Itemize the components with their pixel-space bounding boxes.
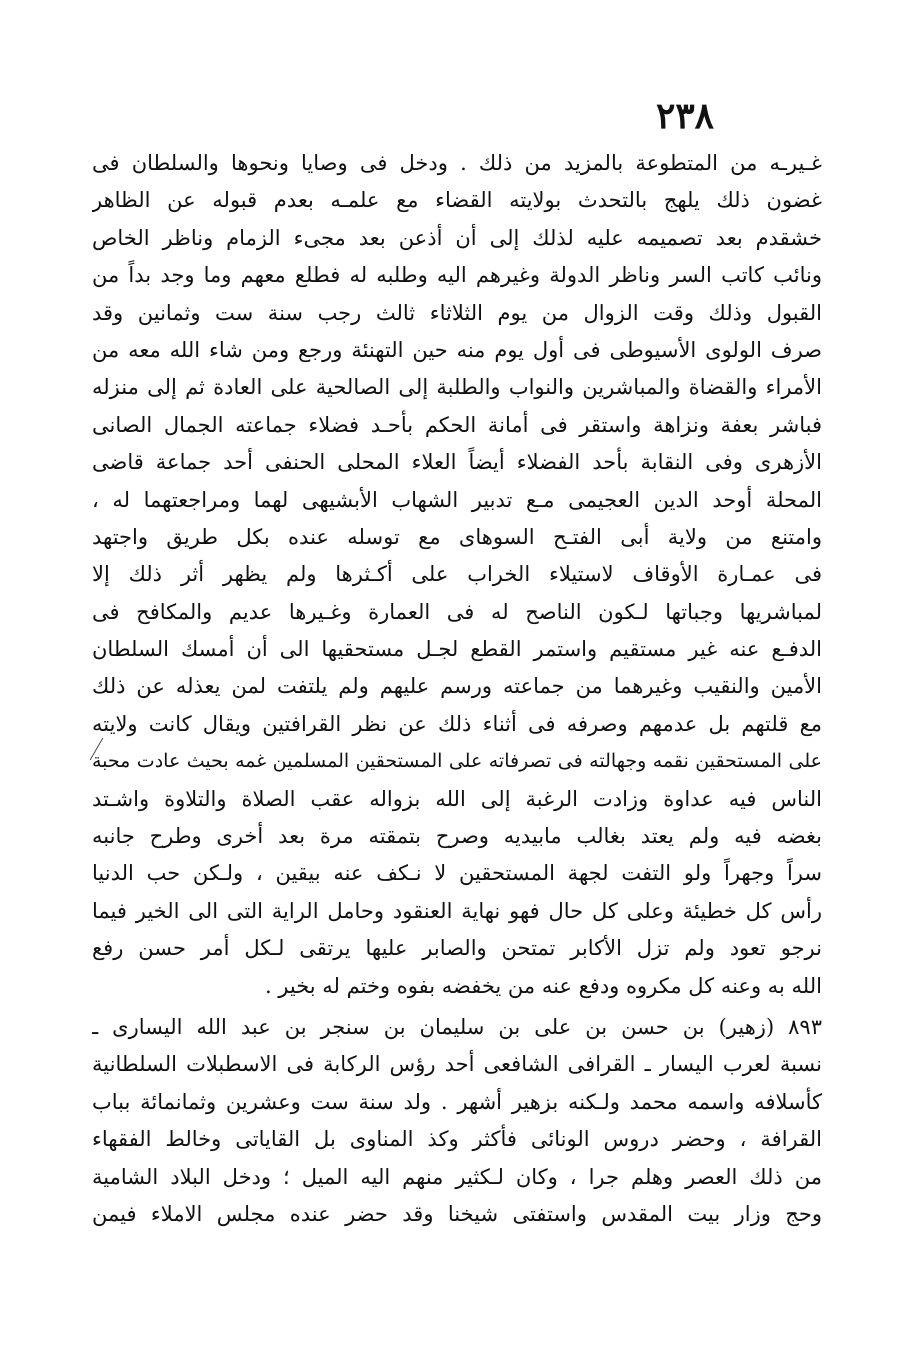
text-line: غـيرـه من المتطوعة بالمزيد من ذلك . ودخل فى وصايا ونحوها والسلطان فى bbox=[92, 151, 822, 175]
text-line: الله به وعنه كل مكروه ودفع عنه من يخفضه بفوه وختم له بخير . bbox=[264, 973, 822, 998]
text-line: وامتنع من ولاية أبى الفتـح السوهاى مع توسله عنده بكل طريق واجتهد bbox=[92, 524, 822, 549]
text-line: القبول وذلك وقت الزوال من يوم الثلاثاء ثالث رجب سنة ست وثمانين وقد bbox=[92, 300, 822, 325]
text-line: القرافة ، وحضر دروس الونائى فأكثر وكذ المناوى بل القاياتى وخالط الفقهاء bbox=[92, 1127, 822, 1152]
text-line: نرجو تعود ولم تزل الأكابر تمتحن والصابر عليها يرتقى لـكل أمر حسن رفع bbox=[92, 936, 822, 961]
text-line: بغضه فيه ولم يعتد بغالب مابيديه وصرح بتمقته مرة بعد أخرى وطرح جانبه bbox=[92, 824, 822, 849]
page-number: ٢٣٨ bbox=[655, 95, 714, 137]
text-line: غضون ذلك يلهج بالتحدث بولايته القضاء مع علمـه بعدم قبوله عن الظاهر bbox=[92, 188, 822, 213]
text-line: المحلة أوحد الدين العجيمى مـع تدبير الشهاب الأبشيهى لهما ومراجعتهما له ، bbox=[92, 487, 822, 512]
text-line: فباشر بعفة ونزاهة واستقر فى أمانة الحكم بأحـد فضلاء جماعته الجمال الصانى bbox=[92, 412, 822, 437]
body-text bbox=[92, 145, 822, 1233]
text-line: نسبة لعرب اليسار ـ القرافى الشافعى أحد رؤس الركابة فى الاسطبلات السلطانية bbox=[92, 1052, 822, 1077]
text-line: الأزهرى وفى النقابة بأحد الفضلاء أيضاً العلاء المحلى الحنفى أحد جماعة قاضى bbox=[92, 450, 822, 475]
text-line: خشقدم بعد تصميمه عليه لذلك إلى أن أذعن بعد مجىء الزمام وناظر الخاص bbox=[92, 225, 822, 250]
text-line: سراً وجهراً ولو التفت لجهة المستحقين لا نـكف عنه بيقين ، ولـكن حب الدنيا bbox=[92, 861, 822, 886]
text-line: من ذلك العصر وهلم جرا ، وكان لـكثير منهم اليه الميل ؛ ودخل البلاد الشامية bbox=[92, 1164, 822, 1189]
text-line: الأمراء والقضاة والمباشرين والنواب والطلبة إلى الصالحية على العادة ثم إلى منزله bbox=[92, 375, 822, 400]
text-line: الدفـع عنه غير مستقيم واستمر القطع لجـل مستحقيها الى أن أمسك السلطان bbox=[92, 637, 822, 662]
text-line: لمباشريها وجباتها لـكون الناصح له فى العمارة وغـيرها عديم والمكافح فى bbox=[92, 599, 822, 624]
text-line: كأسلافه واسمه محمد ولـكنه بزهير أشهر . ولد سنة ست وعشرين وثمانمائة بباب bbox=[92, 1089, 822, 1114]
text-line: الناس فيه عداوة وزادت الرغبة إلى الله بزواله عقب الصلاة والتلاوة واشـتد bbox=[92, 786, 822, 811]
text-line: ونائب كاتب السر وناظر الدولة وغيرهم اليه وطلبه له فطلع معهم وما وجد بداً من bbox=[92, 263, 822, 288]
text-line: رأس كل خطيئة وعلى كل حال فهو نهاية العنقود وحامل الراية التى الى الخير فيما bbox=[92, 898, 822, 923]
text-line: وحج وزار بيت المقدس واستفتى شيخنا وقد حضر عنده مجلس الاملاء فيمن bbox=[92, 1201, 822, 1226]
text-line: على المستحقين نقمه وجهالته فى تصرفاته على المستحقين المسلمين غمه بحيث عادت محبة bbox=[92, 750, 822, 773]
text-line: مع قلتهم بل عدمهم وصرفه فى أثناء ذلك عن نظر القرافتين ويقال كانت ولايته bbox=[92, 711, 822, 736]
text-line: الأمين والنقيب وغيرهما من جماعته ورسم عليهم ولم يلتفت لمن يعذله عن ذلك bbox=[92, 674, 822, 699]
text-line: صرف الولوى الأسيوطى فى أول يوم منه حين التهنئة ورجع ومن شاء الله معه من bbox=[92, 337, 822, 362]
text-line: فى عمـارة الأوقاف لاستيلاء الخراب على أكـثرها ولم يظهر أثر ذلك إلا bbox=[92, 562, 822, 587]
entry-heading-line: ٨٩٣ (زهير) بن حسن بن على بن سليمان بن سنجر بن عبد الله اليسارى ـ bbox=[92, 1014, 822, 1039]
